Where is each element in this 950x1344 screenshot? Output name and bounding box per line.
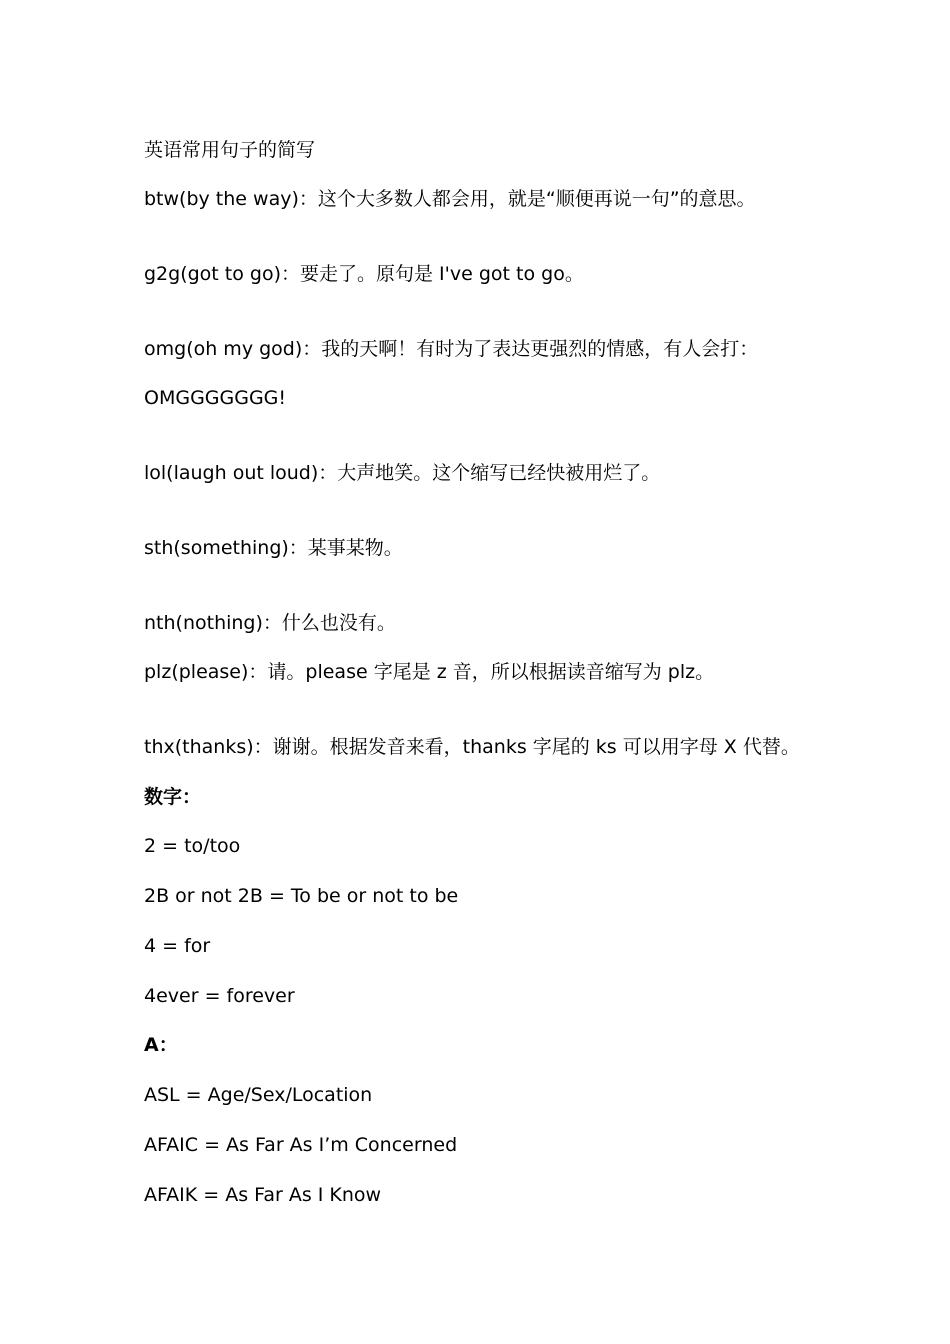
- entry-omg: omg(oh my god)：我的天啊！有时为了表达更强烈的情感，有人会打：: [144, 338, 759, 360]
- numbers-item: 2 = to/too: [144, 835, 241, 857]
- entry-lol: lol(laugh out loud)：大声地笑。这个缩写已经快被用烂了。: [144, 462, 661, 484]
- numbers-item: 4 = for: [144, 935, 211, 957]
- a-item: AFAIC = As Far As I’m Concerned: [144, 1134, 458, 1156]
- entry-omg-continued: OMGGGGGGG!: [144, 387, 287, 409]
- entry-sth: sth(something)：某事某物。: [144, 537, 403, 559]
- numbers-item: 2B or not 2B = To be or not to be: [144, 885, 459, 907]
- a-item: AFAIK = As Far As I Know: [144, 1184, 382, 1206]
- entry-thx: thx(thanks)：谢谢。根据发音来看，thanks 字尾的 ks 可以用字母 X 代替。: [144, 736, 800, 758]
- a-heading: A：: [144, 1034, 178, 1056]
- entry-plz: plz(please)：请。please 字尾是 z 音，所以根据读音缩写为 plz。: [144, 661, 715, 683]
- numbers-item: 4ever = forever: [144, 985, 295, 1007]
- a-item: ASL = Age/Sex/Location: [144, 1084, 373, 1106]
- entry-nth: nth(nothing)：什么也没有。: [144, 612, 396, 634]
- numbers-heading: 数字：: [144, 786, 202, 808]
- document-title: 英语常用句子的简写: [144, 139, 316, 161]
- entry-g2g: g2g(got to go)：要走了。原句是 I've got to go。: [144, 263, 584, 285]
- entry-btw: btw(by the way)：这个大多数人都会用，就是“顺便再说一句”的意思。: [144, 188, 756, 210]
